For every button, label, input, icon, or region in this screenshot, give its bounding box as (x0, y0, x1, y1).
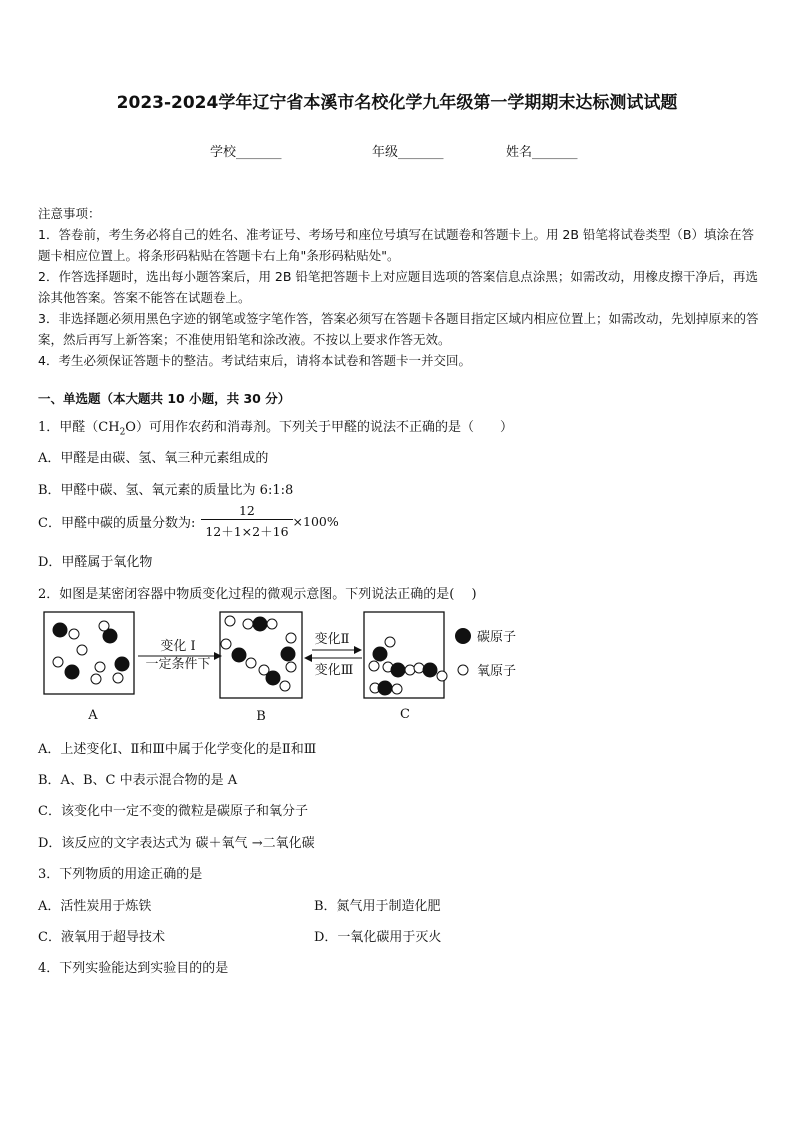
q1-stem-subscript: 2 (119, 427, 126, 438)
fraction-multiplier: ×100% (292, 514, 339, 529)
oxygen-atom (280, 681, 290, 691)
carbon-atom (373, 647, 388, 662)
oxygen-atom (91, 674, 101, 684)
carbon-atom (423, 663, 438, 678)
box-a-label: A (88, 708, 98, 723)
carbon-atom (266, 671, 281, 686)
arrow-1-head (214, 652, 222, 660)
q3-option-a[interactable]: A．活性炭用于炼铁 (38, 899, 152, 914)
fraction-numerator: 12 (201, 503, 292, 520)
q1-option-c-label: C．甲醛中碳的质量分数为: (38, 516, 196, 531)
oxygen-atom (225, 616, 235, 626)
oxygen-atom (246, 658, 256, 668)
q1-stem-part: 1．甲醛（CH (38, 420, 120, 435)
box-b-label: B (256, 709, 266, 724)
oxygen-atom (392, 684, 402, 694)
oxygen-atom (267, 619, 277, 629)
carbon-atom (253, 617, 268, 632)
carbon-atom (65, 665, 80, 680)
note-item: 2．作答选择题时，选出每小题答案后，用 2B 铅笔把答题卡上对应题目选项的答案信息点涂黑；如需改动，用橡皮擦干净后，再选涂其他答案。答案不能答在试题卷上。 (38, 269, 758, 305)
oxygen-atom (286, 633, 296, 643)
carbon-atom (232, 648, 247, 663)
arrow-1-top-label: 变化 I (160, 639, 196, 654)
question-4-stem: 4．下列实验能达到实验目的的是 (38, 961, 229, 976)
note-item: 1．答卷前，考生务必将自己的姓名、准考证号、考场号和座位号填写在试题卷和答题卡上。用 2B 铅笔将试卷类型（B）填涂在答题卡相应位置上。将条形码粘贴在答题卡右上角"条形码粘贴处"。 (38, 227, 755, 263)
note-item: 3．非选择题必须用黑色字迹的钢笔或签字笔作答，答案必须写在答题卡各题目指定区域内相应位置上；如需改动，先划掉原来的答案，然后再写上新答案；不准使用铅笔和涂改液。不按以上要求作答无效。 (38, 311, 759, 347)
oxygen-atom (286, 662, 296, 672)
oxygen-atom (243, 619, 253, 629)
school-field[interactable]: 学校_______ (210, 145, 282, 160)
oxygen-atom (77, 645, 87, 655)
microscopic-diagram (38, 606, 538, 726)
question-3-stem: 3．下列物质的用途正确的是 (38, 867, 203, 882)
q2-option-c[interactable]: C．该变化中一定不变的微粒是碳原子和氧分子 (38, 804, 308, 819)
oxygen-atom (95, 662, 105, 672)
q1-option-c[interactable] (38, 503, 339, 540)
oxygen-atom (99, 621, 109, 631)
q3-option-d[interactable]: D．一氧化碳用于灭火 (314, 930, 442, 945)
q1-option-b[interactable]: B．甲醛中碳、氢、氧元素的质量比为 6:1:8 (38, 483, 294, 498)
q3-option-b[interactable]: B．氮气用于制造化肥 (314, 899, 441, 914)
grade-field[interactable]: 年级_______ (372, 145, 444, 160)
oxygen-atom (437, 671, 447, 681)
carbon-atom (391, 663, 406, 678)
arrow-2-bottom-label: 变化Ⅲ (314, 663, 354, 678)
oxygen-atom (385, 637, 395, 647)
question-2-stem: 2．如图是某密闭容器中物质变化过程的微观示意图。下列说法正确的是( ) (38, 587, 477, 602)
notes-heading: 注意事项： (38, 206, 101, 221)
mass-fraction-formula (201, 503, 292, 540)
fraction-denominator: 12＋1×2＋16 (205, 524, 289, 539)
oxygen-atom (221, 639, 231, 649)
q1-option-d[interactable]: D．甲醛属于氧化物 (38, 555, 153, 570)
carbon-atom (281, 647, 296, 662)
arrow-2-top-label: 变化Ⅱ (314, 632, 350, 647)
q2-option-d[interactable]: D．该反应的文字表达式为 碳＋氧气 →二氧化碳 (38, 836, 315, 851)
note-item: 4．考生必须保证答题卡的整洁。考试结束后，请将本试卷和答题卡一并交回。 (38, 353, 471, 368)
section-heading: 一、单选题（本大题共 10 小题，共 30 分） (38, 391, 291, 406)
arrow-2-forward-head (354, 646, 362, 654)
oxygen-atom (53, 657, 63, 667)
oxygen-atom (414, 663, 424, 673)
oxygen-legend-icon (458, 665, 468, 675)
name-field[interactable]: 姓名_______ (506, 145, 578, 160)
exam-title: 2023-2024学年辽宁省本溪市名校化学九年级第一学期期末达标测试试题 (116, 93, 678, 113)
carbon-atom (115, 657, 130, 672)
box-c-label: C (400, 707, 410, 722)
oxygen-atom (113, 673, 123, 683)
arrow-2-back-head (304, 654, 312, 662)
legend-carbon-label: 碳原子 (477, 630, 517, 645)
oxygen-atom (369, 661, 379, 671)
carbon-legend-icon (455, 628, 471, 644)
q1-stem-part: O）可用作农药和消毒剂。下列关于甲醛的说法不正确的是（ ） (125, 420, 513, 435)
notes-section (38, 203, 760, 371)
oxygen-atom (405, 665, 415, 675)
q3-option-c[interactable]: C．液氧用于超导技术 (38, 930, 165, 945)
q1-option-a[interactable]: A．甲醛是由碳、氢、氧三种元素组成的 (38, 451, 269, 466)
carbon-atom (378, 681, 393, 696)
arrow-1-bottom-label: 一定条件下 (145, 657, 211, 672)
oxygen-atom (69, 629, 79, 639)
legend-oxygen-label: 氧原子 (477, 664, 517, 679)
question-1-stem (38, 416, 513, 438)
q2-option-a[interactable]: A．上述变化Ⅰ、Ⅱ和Ⅲ中属于化学变化的是Ⅱ和Ⅲ (38, 742, 317, 757)
carbon-atom (53, 623, 68, 638)
q2-option-b[interactable]: B．A、B、C 中表示混合物的是 A (38, 773, 238, 788)
